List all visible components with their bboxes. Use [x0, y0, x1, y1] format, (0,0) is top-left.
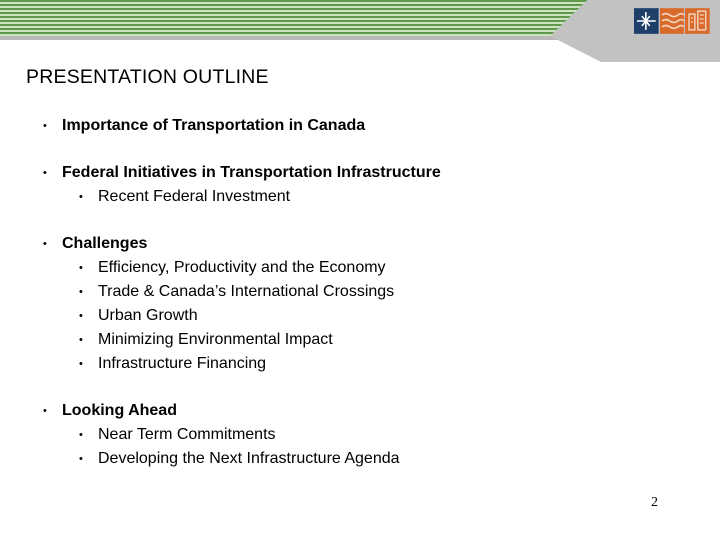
- outline-subitem: [43, 304, 441, 328]
- bullet: •: [79, 286, 83, 298]
- bullet: •: [79, 358, 83, 370]
- page-number: 2: [651, 495, 658, 510]
- outline-item: [43, 114, 441, 138]
- outline-subitem: [43, 352, 441, 376]
- outline-subitem: [43, 447, 441, 471]
- outline-item-label: Importance of Transportation in Canada: [62, 117, 366, 134]
- outline-subitem-label: Trade & Canada’s International Crossings: [98, 283, 395, 300]
- bullet: •: [79, 191, 83, 203]
- transport-symbol-icon: [634, 8, 659, 34]
- outline-item-label: Looking Ahead: [62, 402, 177, 419]
- waves-icon: [660, 8, 685, 34]
- slide-title: PRESENTATION OUTLINE: [26, 66, 269, 88]
- outline-subitem-label: Urban Growth: [98, 307, 198, 324]
- bullet: •: [79, 334, 83, 346]
- bullet: •: [79, 310, 83, 322]
- outline-item: [43, 232, 441, 256]
- outline-subitem-label: Minimizing Environmental Impact: [98, 331, 333, 348]
- bullet: •: [43, 167, 47, 179]
- outline-subitem: [43, 185, 441, 209]
- outline-subitem: [43, 280, 441, 304]
- buildings-icon: [685, 8, 710, 34]
- outline-subitem-label: Near Term Commitments: [98, 426, 276, 443]
- outline-subitem-label: Efficiency, Productivity and the Economy: [98, 259, 386, 276]
- logo: [634, 8, 710, 34]
- bullet: •: [79, 453, 83, 465]
- outline-subitem-label: Developing the Next Infrastructure Agenda: [98, 450, 400, 467]
- outline-subitem-label: Recent Federal Investment: [98, 188, 291, 205]
- bullet: •: [79, 262, 83, 274]
- bullet: •: [79, 429, 83, 441]
- outline-item-label: Federal Initiatives in Transportation Infrastructure: [62, 164, 441, 181]
- outline-item-label: Challenges: [62, 235, 148, 252]
- outline-subitem: [43, 328, 441, 352]
- outline-item: [43, 399, 441, 423]
- outline-list: [43, 114, 441, 471]
- outline-subitem: [43, 423, 441, 447]
- bullet: •: [43, 120, 47, 132]
- bullet: •: [43, 405, 47, 417]
- outline-item: [43, 161, 441, 185]
- outline-subitem-label: Infrastructure Financing: [98, 355, 267, 372]
- bullet: •: [43, 238, 47, 250]
- outline-subitem: [43, 256, 441, 280]
